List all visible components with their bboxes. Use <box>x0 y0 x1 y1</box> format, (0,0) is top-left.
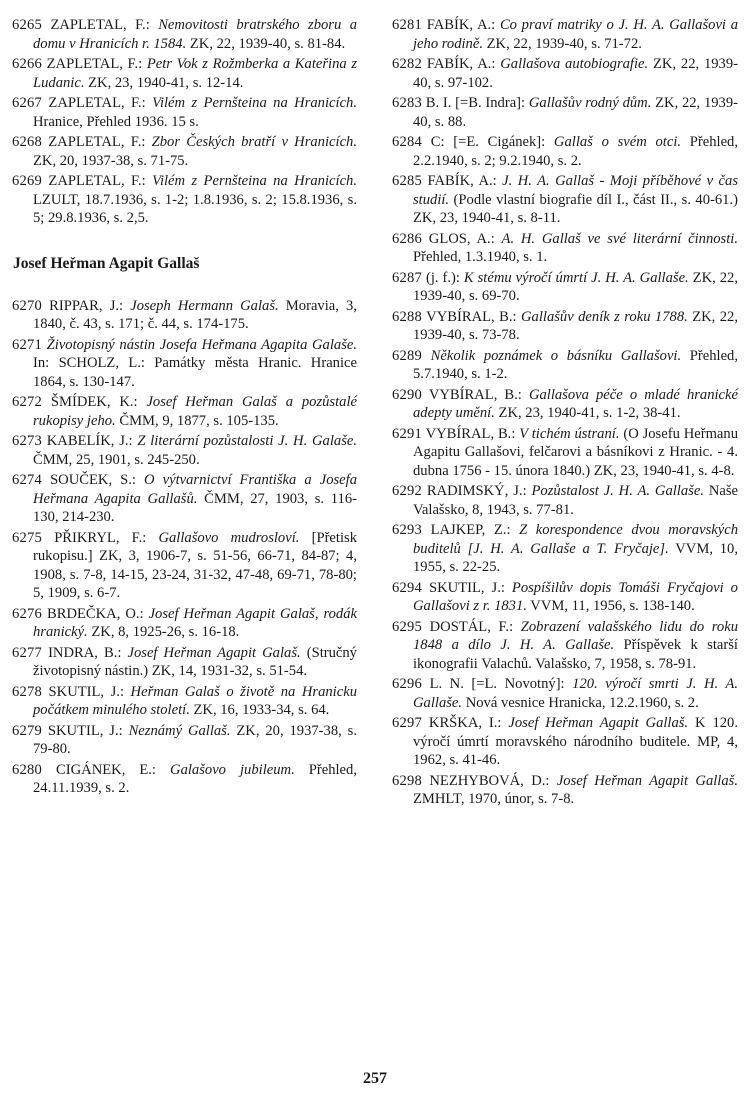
bibliography-entry <box>392 94 738 131</box>
entry-author: DOSTÁL, F.: <box>429 618 521 635</box>
bibliography-entry <box>12 393 357 430</box>
entry-author: C: [=E. Cigánek]: <box>430 134 554 150</box>
entry-number: 6297 <box>392 715 422 731</box>
bibliography-entry <box>12 683 357 720</box>
entry-title: Neznámý Gallaš. <box>128 722 231 739</box>
bibliography-entry <box>392 16 738 53</box>
entry-number: 6296 <box>392 676 422 692</box>
entry-title: Gallašův rodný dům. <box>528 95 652 111</box>
entry-title: Z korespondence dvou moravských buditelů [J. H. A. Gallaše a T. Fryčaje]. <box>413 522 738 557</box>
entry-source: Přehled, 5.7.1940, s. 1-2. <box>413 347 738 382</box>
entry-author: VYBÍRAL, B.: <box>428 386 529 403</box>
entry-author: B. I. [=B. Indra]: <box>425 95 529 111</box>
bibliography-entry <box>12 761 357 798</box>
entry-author: ZAPLETAL, F.: <box>48 134 152 150</box>
bibliography-entry <box>12 722 357 759</box>
entry-source: ZK, 23, 1940-41, s. 1-2, 38-41. <box>494 405 681 421</box>
entry-author: (j. f.): <box>425 269 464 286</box>
entry-number: 6287 <box>392 269 422 286</box>
entry-source: ZK, 22, 1939-40, s. 73-78. <box>413 308 738 343</box>
bibliography-entry <box>392 172 738 228</box>
entry-number: 6283 <box>392 95 422 111</box>
entry-number: 6288 <box>392 308 422 325</box>
entry-number: 6282 <box>392 56 422 72</box>
entry-title: Josef Heřman Agapit Galaš, rodák hranický. <box>33 605 357 640</box>
right-entries <box>392 16 738 809</box>
entry-title: Pospíšilův dopis Tomáši Fryčajovi o Gallašovi z r. 1831. <box>413 579 738 614</box>
entry-title: Gallaš o svém otci. <box>553 134 682 150</box>
entry-author: BRDEČKA, O.: <box>46 605 149 622</box>
bibliography-entry <box>392 579 738 616</box>
left-entries-top <box>12 16 357 228</box>
bibliography-entry <box>392 308 738 345</box>
entry-author: FABÍK, A.: <box>426 56 501 72</box>
entry-number: 6268 <box>12 134 42 150</box>
entry-source: ČMM, 27, 1903, s. 116-130, 214-230. <box>33 490 357 525</box>
entry-title: Pozůstalost J. H. A. Gallaše. <box>531 483 704 499</box>
entry-source: ZK, 22, 1939-40, s. 97-102. <box>413 56 739 91</box>
entry-source: [Přetisk rukopisu.] ZK, 3, 1906-7, s. 51-56, 66-71, 84-87; 4, 1908, s. 7-8, 14-15, 23-24, 31-32, 47-48, 69-71, 78-80; 5, 1909, s. 6-7. <box>33 529 357 601</box>
entry-author: FABÍK, A.: <box>427 173 503 189</box>
entry-source: LZULT, 18.7.1936, s. 1-2; 1.8.1936, s. 2; 15.8.1936, s. 5; 29.8.1936, s. 2,5. <box>33 191 357 226</box>
entry-author: RIPPAR, J.: <box>49 297 131 314</box>
entry-source: (O Josefu Heřmanu Agapitu Gallašovi, felčarovi a básníkovi z Hranic. - 4. dubna 1756 - 15. února 1840.) ZK, 23, 1940-41, s. 4-8. <box>413 425 739 479</box>
entry-number: 6285 <box>392 173 422 189</box>
bibliography-entry <box>392 55 738 92</box>
bibliography-entry <box>392 230 738 267</box>
entry-author: VYBÍRAL, B.: <box>426 308 521 325</box>
entry-number: 6269 <box>12 173 42 189</box>
entry-title: Zbor Českých bratří v Hranicích. <box>151 134 357 150</box>
right-column <box>392 16 738 811</box>
entry-number: 6279 <box>12 722 42 739</box>
entry-title: 120. výročí smrti J. H. A. Gallaše. <box>413 676 739 711</box>
entry-number: 6275 <box>12 529 42 546</box>
bibliography-entry <box>12 133 357 170</box>
entry-author: ZAPLETAL, F.: <box>48 95 153 111</box>
entry-source: ZK, 23, 1940-41, s. 12-14. <box>84 74 244 91</box>
bibliography-entry <box>392 133 738 170</box>
entry-author: VYBÍRAL, B.: <box>425 425 520 442</box>
entry-title: Několik poznámek o básníku Gallašovi. <box>430 347 682 364</box>
entry-source: ZK, 20, 1937-38, s. 71-75. <box>33 152 189 169</box>
entry-source: ZK, 22, 1939-40, s. 88. <box>413 95 739 130</box>
entry-author: NEZHYBOVÁ, D.: <box>429 772 557 789</box>
entry-title: Co praví matriky o J. H. A. Gallašovi a jeho rodině. <box>413 17 738 52</box>
entry-author: KRŠKA, I.: <box>428 715 509 731</box>
entry-number: 6267 <box>12 95 42 111</box>
entry-title: V tichém ústraní. <box>519 425 620 442</box>
entry-source: In: SCHOLZ, L.: Památky města Hranic. Hranice 1864, s. 130-147. <box>33 355 357 390</box>
entry-title: Josef Heřman Agapit Gallaš. <box>508 715 689 731</box>
entry-source: Přehled, 1.3.1940, s. 1. <box>413 249 548 265</box>
entry-source: ČMM, 9, 1877, s. 105-135. <box>115 412 279 429</box>
bibliography-entry <box>12 471 357 527</box>
entry-author: ZAPLETAL, F.: <box>48 173 153 189</box>
entry-author: PŘIKRYL, F.: <box>54 529 159 546</box>
entry-source: ZMHLT, 1970, únor, s. 7-8. <box>413 791 575 807</box>
entry-title: Heřman Galaš o životě na Hranicku počátkem minulého století. <box>33 683 357 718</box>
entry-number: 6277 <box>12 644 42 661</box>
entry-source: Naše Valašsko, 8, 1943, s. 77-81. <box>413 483 738 518</box>
entry-title: Petr Vok z Rožmberka a Kateřina z Ludanic. <box>33 56 357 91</box>
bibliography-entry <box>12 94 357 131</box>
entry-source: ZK, 20, 1937-38, s. 79-80. <box>33 722 357 757</box>
entry-title: Vilém z Pernšteina na Hranicích. <box>152 95 357 111</box>
entry-number: 6273 <box>12 433 42 449</box>
entry-title: Galašovo jubileum. <box>170 761 295 778</box>
entry-source: Moravia, 3, 1840, č. 43, s. 171; č. 44, s. 174-175. <box>33 297 357 332</box>
entry-title: Josef Heřman Galaš a pozůstalé rukopisy jeho. <box>33 394 357 429</box>
entry-number: 6278 <box>12 683 42 700</box>
entry-number: 6266 <box>12 56 42 72</box>
entry-number: 6295 <box>392 618 422 635</box>
entry-author: L. N. [=L. Novotný]: <box>429 676 573 692</box>
bibliography-entry <box>392 675 738 712</box>
entry-author: FABÍK, A.: <box>426 17 500 33</box>
entry-title: Zobrazení valašského lidu do roku 1848 a dílo J. H. A. Gallaše. <box>413 618 739 653</box>
bibliography-entry <box>12 172 357 228</box>
bibliography-entry <box>392 482 738 519</box>
entry-source: Přehled, 2.2.1940, s. 2; 9.2.1940, s. 2. <box>413 134 738 169</box>
bibliography-entry <box>392 714 738 770</box>
entry-number: 6290 <box>392 386 422 403</box>
entry-title: Josef Heřman Agapit Gallaš. <box>556 772 738 789</box>
entry-title: Životopisný nástin Josefa Heřmana Agapita Galaše. <box>46 336 358 353</box>
entry-source: Přehled, 24.11.1939, s. 2. <box>33 761 357 796</box>
entry-number: 6281 <box>392 17 422 33</box>
entry-source: ZK, 22, 1939-40, s. 69-70. <box>413 269 738 304</box>
bibliography-entry <box>12 297 357 334</box>
entry-number: 6289 <box>392 347 422 364</box>
entry-title: Gallašovo mudrosloví. <box>158 529 300 546</box>
entry-number: 6284 <box>392 134 422 150</box>
entry-source: Hranice, Přehled 1936. 15 s. <box>33 113 199 130</box>
entry-source: (Podle vlastní biografie díl I., část II., s. 40-61.) ZK, 23, 1940-41, s. 8-11. <box>413 191 738 226</box>
entry-title: Nemovitosti bratrského zboru a domu v Hranicích r. 1584. <box>33 17 357 52</box>
entry-number: 6271 <box>12 336 42 353</box>
entry-author: CIGÁNEK, E.: <box>56 761 171 778</box>
entry-title: Gallašův deník z roku 1788. <box>521 308 688 325</box>
entry-number: 6270 <box>12 297 42 314</box>
bibliography-entry <box>392 386 738 423</box>
entry-number: 6291 <box>392 425 422 442</box>
bibliography-entry <box>12 336 357 392</box>
left-entries-bottom <box>12 297 357 798</box>
bibliography-entry <box>12 605 357 642</box>
bibliography-entry <box>392 269 738 306</box>
entry-number: 6265 <box>12 17 42 33</box>
entry-source: ZK, 8, 1925-26, s. 16-18. <box>87 624 240 640</box>
bibliography-entry <box>12 16 357 53</box>
section-heading: Josef Heřman Agapit Gallaš <box>13 254 200 272</box>
bibliography-entry <box>12 644 357 681</box>
entry-title: A. H. Gallaš ve své literární činnosti. <box>501 230 738 247</box>
entry-number: 6298 <box>392 772 422 789</box>
bibliography-entry <box>392 425 738 481</box>
entry-author: KABELÍK, J.: <box>46 433 138 449</box>
entry-number: 6280 <box>12 761 42 778</box>
entry-number: 6292 <box>392 483 422 499</box>
left-column <box>12 16 357 800</box>
entry-number: 6293 <box>392 522 422 538</box>
entry-number: 6272 <box>12 394 42 410</box>
entry-author: SOUČEK, S.: <box>50 472 145 488</box>
entry-author: LAJKEP, Z.: <box>430 522 520 538</box>
entry-author: ZAPLETAL, F.: <box>50 17 159 33</box>
entry-title: J. H. A. Gallaš - Moji příběhové v čas studií. <box>413 173 738 208</box>
entry-number: 6276 <box>12 605 42 622</box>
entry-title: Josef Heřman Agapit Galaš. <box>127 644 301 661</box>
bibliography-entry <box>12 529 357 603</box>
entry-title: Gallašova péče o mladé hranické adepty umění. <box>413 386 738 421</box>
entry-source: Příspěvek k starší ikonografii Valachů. Valašsko, 7, 1958, s. 78-91. <box>413 637 738 672</box>
entry-source: ZK, 16, 1933-34, s. 64. <box>189 702 330 718</box>
bibliography-entry <box>12 55 357 92</box>
entry-title: Vilém z Pernšteina na Hranicích. <box>152 173 357 189</box>
bibliography-entry <box>392 521 738 577</box>
bibliography-entry <box>12 432 357 469</box>
entry-author: ŠMÍDEK, K.: <box>50 394 147 410</box>
entry-source: ZK, 22, 1939-40, s. 81-84. <box>186 35 346 52</box>
entry-source: VVM, 10, 1955, s. 22-25. <box>413 540 738 575</box>
bibliography-entry <box>392 618 738 674</box>
entry-source: Nová vesnice Hranicka, 12.2.1960, s. 2. <box>462 694 699 711</box>
entry-author: ZAPLETAL, F.: <box>46 56 147 72</box>
entry-author: SKUTIL, J.: <box>429 579 512 596</box>
entry-title: Gallašova autobiografie. <box>500 56 649 72</box>
entry-title: Z literární pozůstalosti J. H. Galaše. <box>137 433 357 449</box>
entry-title: Joseph Hermann Galaš. <box>130 297 279 314</box>
entry-source: ČMM, 25, 1901, s. 245-250. <box>33 451 200 468</box>
page-number: 257 <box>363 1070 387 1087</box>
entry-number: 6274 <box>12 472 42 488</box>
entry-source: ZK, 22, 1939-40, s. 71-72. <box>482 35 642 52</box>
entry-title: O výtvarnictví Františka a Josefa Heřmana Agapita Gallašů. <box>33 472 357 507</box>
entry-title: K stému výročí úmrtí J. H. A. Gallaše. <box>463 269 689 286</box>
entry-source: K 120. výročí úmrtí moravského národního buditele. MP, 4, 1962, s. 41-46. <box>413 715 738 768</box>
entry-author: INDRA, B.: <box>48 644 128 661</box>
entry-source: VVM, 11, 1956, s. 138-140. <box>526 598 695 614</box>
entry-author: SKUTIL, J.: <box>47 722 129 739</box>
entry-author: GLOS, A.: <box>428 230 502 247</box>
entry-source: (Stručný životopisný nástin.) ZK, 14, 1931-32, s. 51-54. <box>33 644 357 679</box>
entry-author: SKUTIL, J.: <box>48 683 131 700</box>
entry-number: 6294 <box>392 579 422 596</box>
entry-author: RADIMSKÝ, J.: <box>426 483 532 499</box>
bibliography-entry <box>392 347 738 384</box>
entry-number: 6286 <box>392 230 422 247</box>
bibliography-entry <box>392 772 738 809</box>
